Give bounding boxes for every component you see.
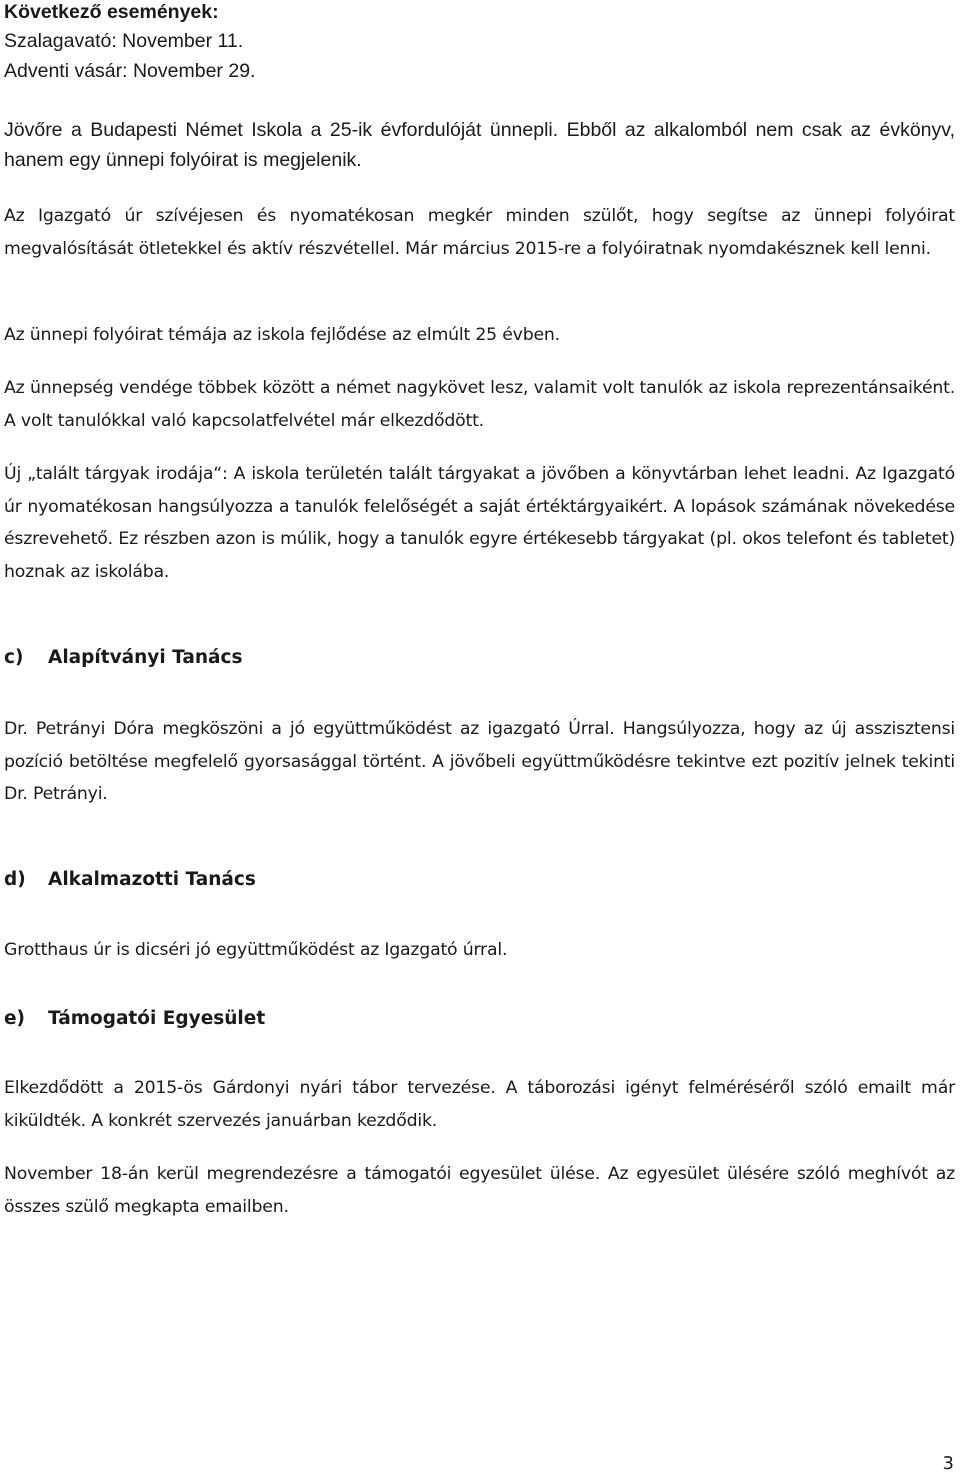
- event-item-adventi-vasar: Adventi vásár: November 29.: [4, 60, 256, 82]
- event-item-szalagavato: Szalagavató: November 11.: [4, 30, 244, 52]
- section-e-paragraph-2: November 18-án kerül megrendezésre a támogatói egyesület ülése. Az egyesület ülésére szóló meghívót az összes szülő megkapta emailben.: [4, 1164, 955, 1217]
- section-letter: c): [4, 647, 24, 668]
- section-heading-e: [4, 1006, 265, 1032]
- lost-and-found-paragraph: Új „talált tárgyak irodája“: A iskola területén talált tárgyakat a jövőben a könyvtárban lehet leadni. Az Igazgató úr nyomatékosan hangsúlyozza a tanulók felelőségét a saját értéktárgyaikért. A lopások számának növekedése észrevehető. Ez részben azon is múlik, hogy a tanulók egyre értékesebb tárgyakat (pl. okos telefont és tabletet) hoznak az iskolába.: [4, 464, 955, 582]
- page-number: 3: [942, 1453, 954, 1474]
- section-title: Alapítványi Tanács: [48, 647, 243, 668]
- section-letter: e): [4, 1008, 26, 1029]
- anniversary-paragraph: Jövőre a Budapesti Német Iskola a 25-ik évfordulóját ünnepli. Ebből az alkalomból nem csak az évkönyv, hanem egy ünnepi folyóirat is megjelenik.: [4, 119, 955, 171]
- section-heading-c: [4, 645, 242, 671]
- section-c-paragraph: Dr. Petrányi Dóra megköszöni a jó együttműködést az igazgató Úrral. Hangsúlyozza, hogy az új asszisztensi pozíció betöltése megfelelő gyorsasággal történt. A jövőbeli együttműködésre tekintve ezt pozitív jelnek tekinti Dr. Petrányi.: [4, 719, 955, 804]
- section-heading-d: [4, 867, 256, 893]
- director-request-paragraph: Az Igazgató úr szívéjesen és nyomatékosan megkér minden szülőt, hogy segítse az ünnepi folyóirat megvalósítását ötletekkel és aktív részvétellel. Már március 2015-re a folyóiratnak nyomdakésznek kell lenni.: [4, 206, 955, 259]
- section-letter: d): [4, 869, 26, 890]
- section-title: Alkalmazotti Tanács: [48, 869, 256, 890]
- events-list: [4, 26, 955, 86]
- section-title: Támogatói Egyesület: [48, 1008, 266, 1029]
- section-d-paragraph: Grotthaus úr is dicséri jó együttműködést az Igazgató úrral.: [4, 940, 508, 960]
- journal-theme-paragraph: Az ünnepi folyóirat témája az iskola fejlődése az elmúlt 25 évben.: [4, 325, 560, 345]
- guest-paragraph: Az ünnepség vendége többek között a német nagykövet lesz, valamit volt tanulók az iskola reprezentánsaiként. A volt tanulókkal való kapcsolatfelvétel már elkezdődött.: [4, 378, 955, 431]
- events-heading: Következő események:: [4, 1, 219, 23]
- section-e-paragraph-1: Elkezdődött a 2015-ös Gárdonyi nyári tábor tervezése. A táborozási igényt felméréséről szóló emailt már kiküldték. A konkrét szervezés januárban kezdődik.: [4, 1078, 955, 1131]
